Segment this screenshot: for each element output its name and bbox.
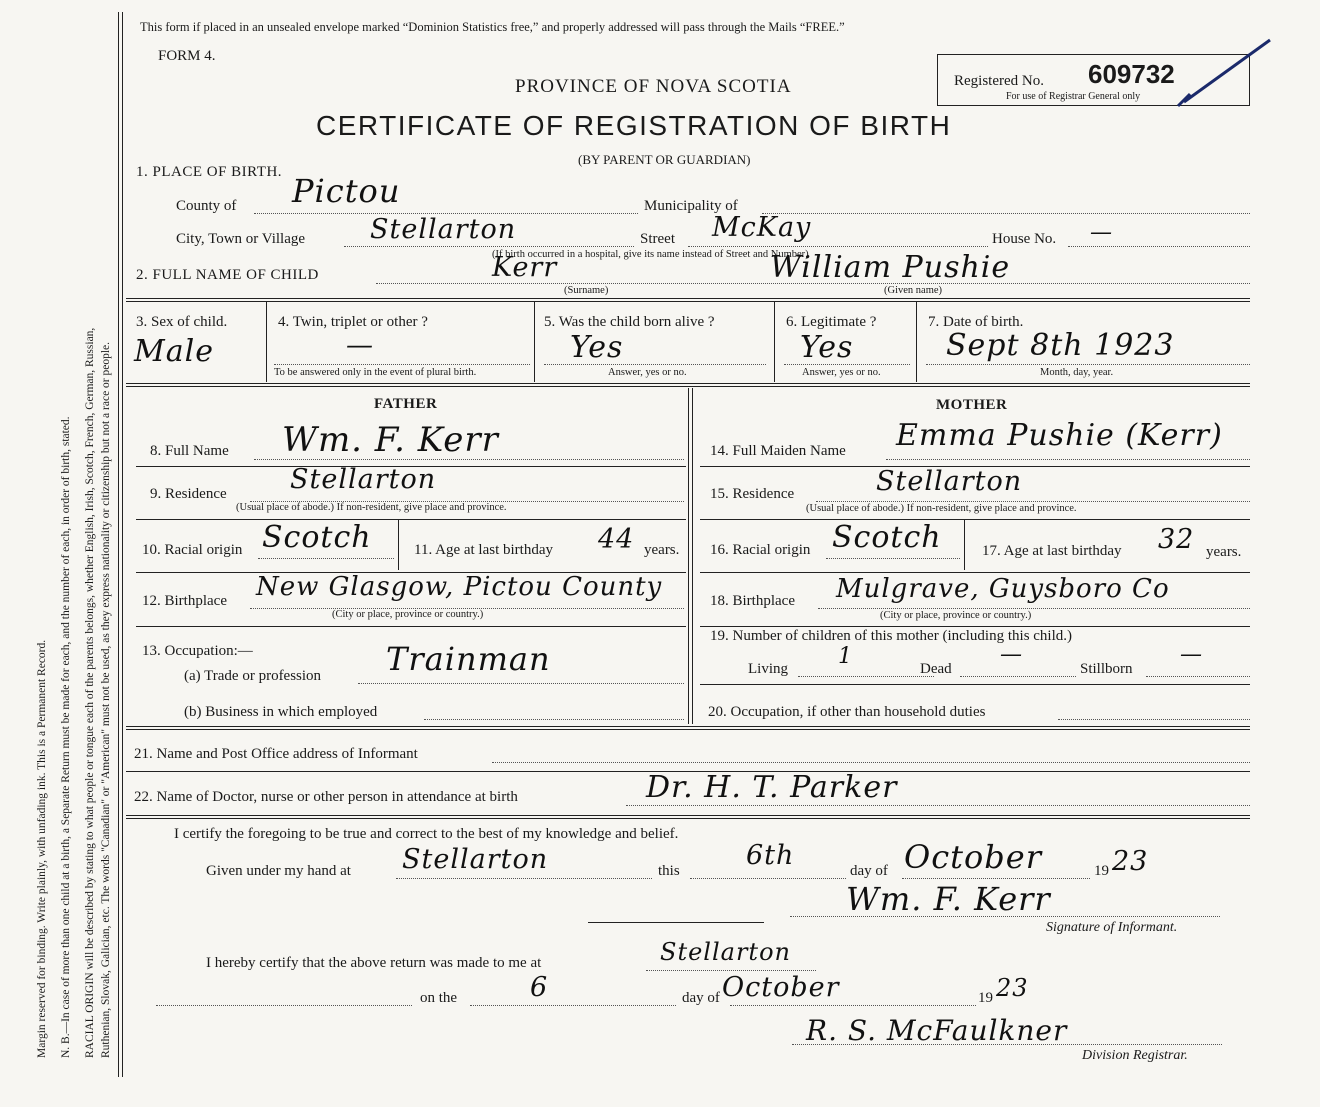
- rule: [136, 519, 686, 520]
- registrar-start-line: [156, 1005, 412, 1006]
- father-age-unit: years.: [644, 542, 680, 558]
- dob-value: Sept 8th 1923: [946, 328, 1175, 363]
- doctor-line: [626, 805, 1250, 806]
- father-name-value: Wm. F. Kerr: [282, 420, 499, 460]
- stillborn-line: [1146, 676, 1250, 677]
- this-label: this: [658, 863, 680, 879]
- margin-note-2: N. B.—In case of more than one child at a birth, a Separate Return must be made for each, and the number of each, in order of birth, stated.: [60, 416, 72, 1058]
- dead-line: [960, 676, 1076, 677]
- living-line: [798, 676, 934, 677]
- given-line: [396, 878, 652, 879]
- alive-label: 5. Was the child born alive ?: [544, 314, 715, 330]
- twin-note: To be answered only in the event of plural birth.: [274, 367, 477, 378]
- mail-note: This form if placed in an unsealed envelope marked “Dominion Statistics free,” and properly addressed will pass through the Mails “FREE.”: [140, 20, 845, 34]
- father-name-label: 8. Full Name: [150, 443, 229, 459]
- county-value: Pictou: [292, 172, 401, 210]
- surname-caption: (Surname): [564, 285, 609, 296]
- certify-statement: I certify the foregoing to be true and correct to the best of my knowledge and belief.: [174, 826, 679, 842]
- informant-line: [492, 762, 1250, 763]
- dob-line: [926, 364, 1250, 365]
- rule: [126, 386, 1250, 387]
- month-value: October: [904, 838, 1042, 876]
- registrar-month-line: [730, 1005, 976, 1006]
- house-value: —: [1090, 220, 1113, 245]
- alive-note: Answer, yes or no.: [608, 367, 687, 378]
- margin-note-4: Ruthenian, Slovak, Galician, etc. The words "Canadian" or "American" must not be used, as they express nationality or citizenship but not a race or people.: [100, 341, 112, 1058]
- margin-rule: [118, 12, 119, 1077]
- center-divider: [688, 388, 689, 724]
- registrar-statement: I hereby certify that the above return was made to me at: [206, 955, 542, 971]
- divider: [398, 520, 399, 570]
- mother-heading: MOTHER: [936, 397, 1008, 413]
- rule: [126, 383, 1250, 384]
- informant-signature: Wm. F. Kerr: [846, 880, 1051, 918]
- mother-race-line: [826, 558, 960, 559]
- divider: [534, 302, 535, 382]
- street-label: Street: [640, 231, 675, 247]
- street-line: [688, 246, 988, 247]
- mother-birthplace-note: (City or place, province or country.): [880, 610, 1032, 621]
- center-divider: [692, 388, 693, 724]
- page-title: CERTIFICATE OF REGISTRATION OF BIRTH: [316, 110, 952, 141]
- mother-occ-line: [1058, 719, 1250, 720]
- separator: [588, 922, 764, 923]
- rule: [700, 519, 1250, 520]
- municipality-label: Municipality of: [644, 198, 738, 214]
- day-value: 6th: [746, 840, 795, 871]
- margin-rule-inner: [122, 12, 123, 1077]
- children-count-label: 19. Number of children of this mother (including this child.): [710, 628, 1073, 644]
- twin-line: [274, 364, 530, 365]
- father-birthplace-value: New Glasgow, Pictou County: [256, 572, 663, 602]
- child-name-label: 2. FULL NAME OF CHILD: [136, 267, 319, 283]
- living-label: Living: [748, 661, 788, 677]
- father-residence-label: 9. Residence: [150, 486, 227, 502]
- rule: [126, 729, 1250, 730]
- father-age-label: 11. Age at last birthday: [414, 542, 553, 558]
- stillborn-label: Stillborn: [1080, 661, 1133, 677]
- hospital-note: (If birth occurred in a hospital, give its name instead of Street and Number): [492, 249, 809, 260]
- sex-label: 3. Sex of child.: [136, 314, 228, 330]
- rule: [136, 626, 686, 627]
- year-value: 23: [1112, 846, 1149, 877]
- mother-birthplace-value: Mulgrave, Guysboro Co: [836, 574, 1170, 604]
- county-label: County of: [176, 198, 237, 214]
- doctor-label: 22. Name of Doctor, nurse or other person in attendance at birth: [134, 789, 518, 805]
- given-place: Stellarton: [402, 844, 549, 875]
- mother-age-value: 32: [1158, 524, 1195, 555]
- legitimate-note: Answer, yes or no.: [802, 367, 881, 378]
- city-label: City, Town or Village: [176, 231, 306, 247]
- mother-residence-label: 15. Residence: [710, 486, 795, 502]
- father-birthplace-label: 12. Birthplace: [142, 593, 227, 609]
- father-heading: FATHER: [374, 396, 438, 412]
- registrar-signature-line: [792, 1044, 1222, 1045]
- mother-name-line: [886, 459, 1250, 460]
- father-trade-label: (a) Trade or profession: [184, 668, 322, 684]
- alive-value: Yes: [570, 330, 624, 365]
- registrar-year: 23: [996, 974, 1029, 1002]
- father-race-line: [258, 558, 394, 559]
- reg-note: For use of Registrar General only: [1006, 91, 1141, 102]
- rule: [126, 301, 1250, 302]
- divider: [916, 302, 917, 382]
- mother-age-label: 17. Age at last birthday: [982, 543, 1122, 559]
- rule: [700, 684, 1250, 685]
- place-of-birth-label: 1. PLACE OF BIRTH.: [136, 164, 283, 180]
- mother-racial-label: 16. Racial origin: [710, 542, 811, 558]
- father-racial-value: Scotch: [262, 520, 372, 555]
- mother-bp-line: [818, 608, 1250, 609]
- divider: [266, 302, 267, 382]
- mother-name-value: Emma Pushie (Kerr): [896, 418, 1223, 453]
- margin-note-3: RACIAL ORIGIN will be described by stating to what people or tongue each of the parents belongs, whether English, Irish, Scotch, French, German, Russian,: [84, 327, 96, 1058]
- form-number: FORM 4.: [158, 48, 216, 64]
- given-label: Given under my hand at: [206, 863, 351, 879]
- legitimate-label: 6. Legitimate ?: [786, 314, 877, 330]
- registrar-year-prefix: 19: [978, 990, 993, 1006]
- rule: [700, 572, 1250, 573]
- father-business-line: [424, 719, 684, 720]
- child-given-name: William Pushie: [770, 250, 1011, 285]
- registrar-day-line: [470, 1005, 676, 1006]
- doctor-value: Dr. H. T. Parker: [646, 770, 898, 805]
- dead-label: Dead: [920, 661, 952, 677]
- father-residence-value: Stellarton: [290, 464, 437, 495]
- street-value: McKay: [712, 212, 812, 243]
- father-racial-label: 10. Racial origin: [142, 542, 243, 558]
- registrar-month: October: [722, 972, 840, 1003]
- city-value: Stellarton: [370, 214, 517, 245]
- city-line: [344, 246, 634, 247]
- father-business-label: (b) Business in which employed: [184, 704, 378, 720]
- month-line: [902, 878, 1090, 879]
- father-trade-value: Trainman: [386, 640, 551, 678]
- divider: [964, 520, 965, 570]
- dob-label: 7. Date of birth.: [928, 314, 1024, 330]
- rule: [126, 818, 1250, 819]
- rule: [126, 815, 1250, 816]
- informant-label: 21. Name and Post Office address of Informant: [134, 746, 418, 762]
- father-birthplace-note: (City or place, province or country.): [332, 609, 484, 620]
- mother-birthplace-label: 18. Birthplace: [710, 593, 795, 609]
- father-occupation-label: 13. Occupation:—: [142, 643, 253, 659]
- divider: [774, 302, 775, 382]
- rule: [126, 298, 1250, 299]
- rule: [126, 726, 1250, 727]
- province-heading: PROVINCE OF NOVA SCOTIA: [515, 76, 792, 97]
- house-label: House No.: [992, 231, 1057, 247]
- check-mark-icon: [1170, 36, 1280, 114]
- rule: [700, 626, 1250, 627]
- reg-number: 609732: [1088, 59, 1175, 89]
- mother-age-unit: years.: [1206, 544, 1242, 560]
- living-value: 1: [838, 644, 853, 669]
- year-prefix: 19: [1094, 863, 1109, 879]
- twin-value: —: [346, 330, 374, 361]
- house-line: [1068, 246, 1250, 247]
- father-trade-line: [358, 683, 684, 684]
- sex-value: Male: [134, 334, 214, 369]
- signature-line: [790, 916, 1220, 917]
- mother-residence-value: Stellarton: [876, 466, 1023, 497]
- registrar-day: 6: [530, 972, 549, 1003]
- mother-racial-value: Scotch: [832, 520, 942, 555]
- mother-residence-note: (Usual place of abode.) If non-resident, give place and province.: [806, 503, 1077, 514]
- mother-occupation-label: 20. Occupation, if other than household duties: [708, 704, 986, 720]
- registrar-day-label: day of: [682, 990, 720, 1006]
- registrar-caption: Division Registrar.: [1082, 1048, 1188, 1063]
- dob-note: Month, day, year.: [1040, 367, 1114, 378]
- legitimate-value: Yes: [800, 330, 854, 365]
- father-residence-note: (Usual place of abode.) If non-resident, give place and province.: [236, 502, 507, 513]
- stillborn-value: —: [1180, 642, 1203, 667]
- page-subtitle: (BY PARENT OR GUARDIAN): [578, 152, 751, 167]
- mother-res-line: [816, 501, 1250, 502]
- registrar-place: Stellarton: [660, 938, 791, 966]
- municipality-line: [762, 213, 1250, 214]
- registrar-place-line: [646, 970, 816, 971]
- registrar-signature: R. S. McFaulkner: [806, 1014, 1068, 1047]
- day-label: day of: [850, 863, 888, 879]
- twin-label: 4. Twin, triplet or other ?: [278, 314, 428, 330]
- margin-note-1: Margin reserved for binding. Write plainly, with unfading ink. This is a Permanent Record.: [36, 639, 48, 1058]
- day-line: [690, 878, 846, 879]
- father-age-value: 44: [598, 524, 635, 555]
- dead-value: —: [1000, 642, 1023, 667]
- given-caption: (Given name): [884, 285, 943, 296]
- child-surname: Kerr: [492, 252, 558, 283]
- mother-name-label: 14. Full Maiden Name: [710, 443, 846, 459]
- reg-label: Registered No.: [954, 73, 1044, 89]
- signature-caption: Signature of Informant.: [1046, 920, 1178, 935]
- registrar-on-label: on the: [420, 990, 458, 1006]
